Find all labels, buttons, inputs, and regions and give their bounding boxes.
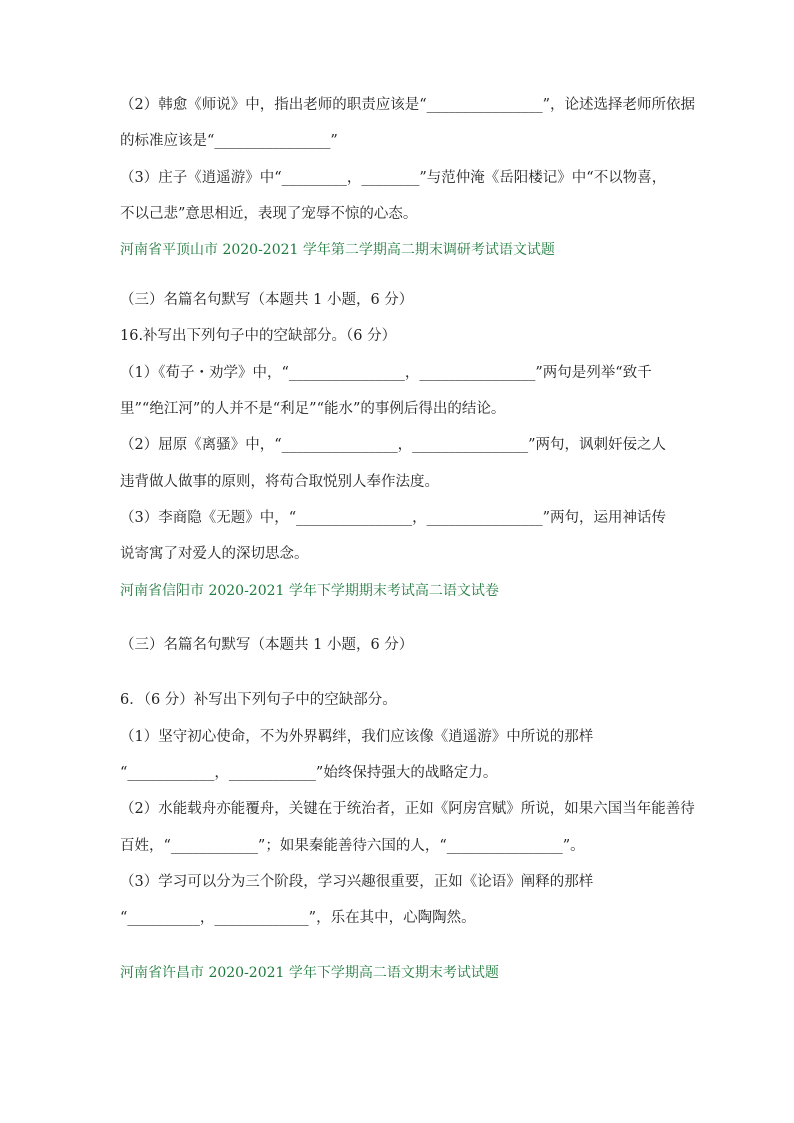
q16-item-2-line-1: （2）屈原《离骚》中，“________________，________________”两句，讽刺奸佞之人	[120, 437, 667, 453]
question-3-line-2: 不以己悲”意思相近，表现了宠辱不惊的心态。	[120, 206, 418, 222]
question-3-line-1: （3）庄子《逍遥游》中“_________，________”与范仲淹《岳阳楼记》中“不以物喜，	[120, 170, 667, 186]
q6-item-1-line-1: （1）坚守初心使命，不为外界羁绊，我们应该像《逍遥游》中所说的那样	[120, 729, 594, 745]
q6-item-1-line-2: “____________，____________”始终保持强大的战略定力。	[120, 765, 498, 781]
q16-item-1-line-1: （1）《荀子・劝学》中，“________________，________________”两句是列举“致千	[120, 365, 652, 381]
q6-item-2-line-2: 百姓，“____________”；如果秦能善待六国的人，“________________”。	[120, 838, 585, 854]
question-2-line-2: 的标准应该是“________________”	[120, 133, 338, 149]
source-title-pingdingshan: 河南省平顶山市 2020-2021 学年第二学期高二期末调研考试语文试题	[120, 242, 555, 258]
q16-item-3-line-1: （3）李商隐《无题》中，“________________，________________”两句，运用神话传	[120, 510, 667, 526]
section-heading: （三）名篇名句默写（本题共 1 小题，6 分）	[120, 292, 414, 308]
question-2-line-1: （2）韩愈《师说》中，指出老师的职责应该是“________________”，论述选择老师所依据	[120, 97, 696, 113]
q6-item-3-line-2: “__________，_____________”，乐在其中，心陶陶然。	[120, 910, 476, 926]
source-title-xinyang: 河南省信阳市 2020-2021 学年下学期期末考试高二语文试卷	[120, 583, 499, 599]
q16-item-1-line-2: 里”“绝江河”的人并不是“利足”“能水”的事例后得出的结论。	[120, 401, 506, 417]
source-title-xuchang: 河南省许昌市 2020-2021 学年下学期高二语文期末考试试题	[120, 965, 499, 981]
q16-item-3-line-2: 说寄寓了对爱人的深切思念。	[120, 546, 309, 562]
q6-item-3-line-1: （3）学习可以分为三个阶段，学习兴趣很重要，正如《论语》阐释的那样	[120, 874, 594, 890]
question-16-heading: 16.补写出下列句子中的空缺部分。（6 分）	[120, 328, 397, 344]
q6-item-2-line-1: （2）水能载舟亦能覆舟，关键在于统治者，正如《阿房宫赋》所说，如果六国当年能善待	[120, 801, 695, 817]
section-heading-2: （三）名篇名句默写（本题共 1 小题，6 分）	[120, 637, 414, 653]
q16-item-2-line-2: 违背做人做事的原则，将苟合取悦别人奉作法度。	[120, 474, 439, 490]
question-6-heading: 6．（6 分）补写出下列句子中的空缺部分。	[120, 692, 397, 708]
